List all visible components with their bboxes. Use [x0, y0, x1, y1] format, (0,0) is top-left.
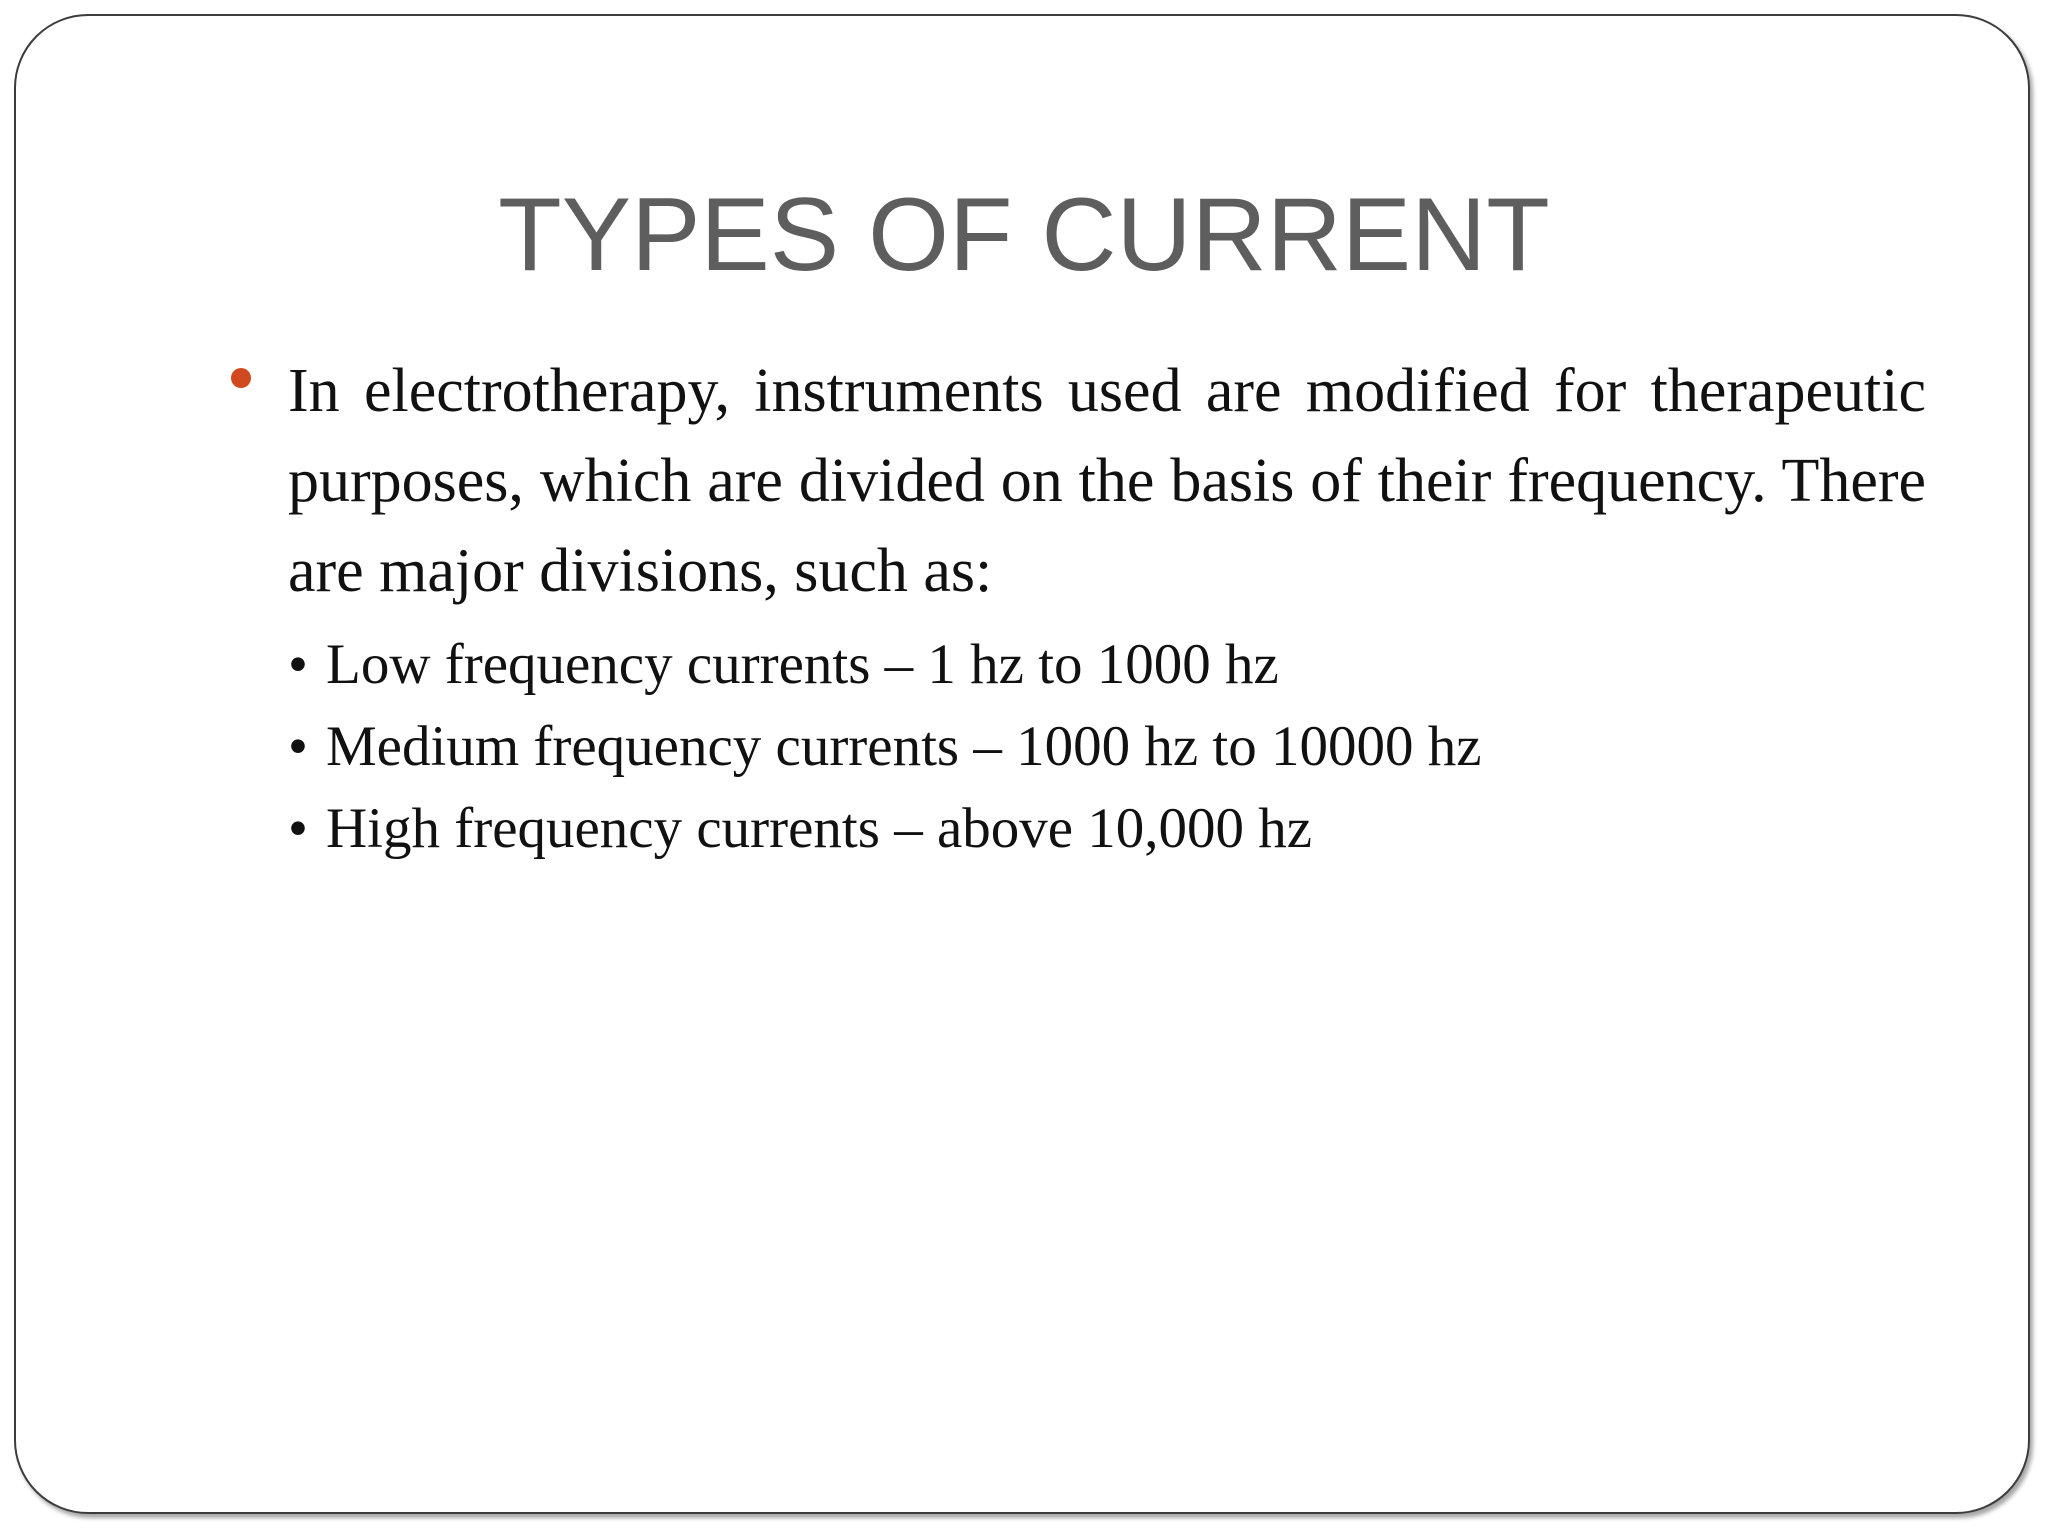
bullet-icon: •	[288, 633, 308, 696]
list-item	[288, 706, 1926, 788]
main-bullet-text: In electrotherapy, instruments used are modified for therapeutic purposes, which are divided on the basis of their frequency. There are major divisions, such as:	[288, 357, 1926, 605]
list-item	[288, 624, 1926, 706]
sub-bullet-text-high: High frequency currents – above 10,000 hz	[326, 797, 1313, 860]
orange-bullet-icon	[231, 368, 251, 388]
sub-bullet-text-medium: Medium frequency currents – 1000 hz to 10000 hz	[326, 715, 1482, 778]
bullet-icon: •	[288, 797, 308, 860]
slide-title: TYPES OF CURRENT	[498, 177, 1550, 293]
sub-bullet-list	[288, 624, 1926, 870]
sub-bullet-text-low: Low frequency currents – 1 hz to 1000 hz	[326, 633, 1279, 696]
slide-body	[226, 346, 1926, 870]
main-bullet	[226, 346, 1926, 616]
list-item	[288, 788, 1926, 870]
bullet-icon: •	[288, 715, 308, 778]
